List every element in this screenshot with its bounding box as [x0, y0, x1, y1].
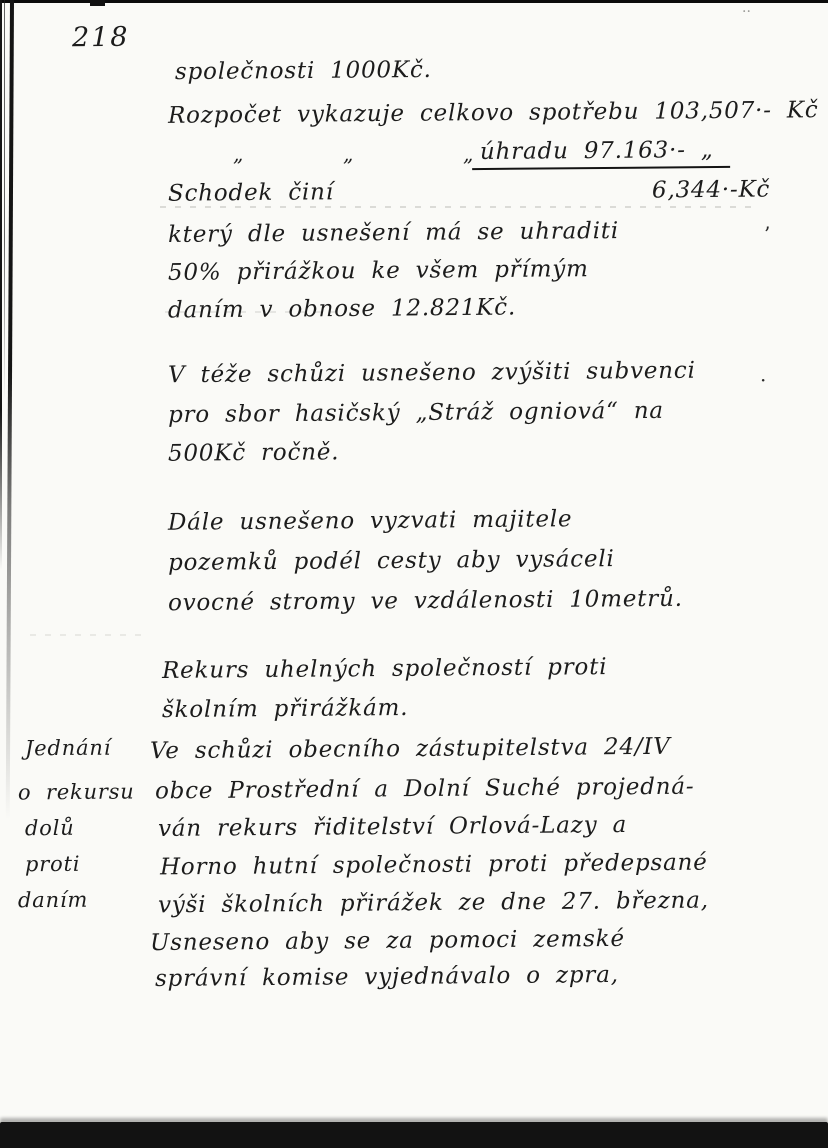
body-line: Ve schůzi obecního zástupitelstva 24/IV — [149, 733, 671, 765]
margin-note-line: Jednání — [24, 735, 112, 761]
body-line: výši školních přirážek ze dne 27. března, — [157, 887, 709, 919]
scan-edge-top-notch — [90, 0, 105, 6]
ditto-mark: „ — [342, 141, 355, 167]
body-line: daním v obnose 12.821Kč. — [167, 294, 517, 324]
body-line: pro sbor hasičský „Stráž ogniová“ na — [167, 397, 665, 429]
body-line: Usneseno aby se za pomoci zemské — [149, 925, 625, 957]
scan-noise-line — [30, 634, 150, 636]
deficit-amount: 6,344·-Kč — [651, 176, 771, 204]
body-line: Rekurs uhelných společností proti — [161, 654, 608, 684]
body-line: Horno hutní společnosti proti předepsané — [159, 849, 708, 881]
body-line: ovocné stromy ve vzdálenosti 10metrů. — [167, 585, 683, 617]
ink-speck: ·· — [742, 4, 751, 20]
scan-edge-left-hairline — [4, 0, 5, 400]
scan-edge-binding-line — [6, 0, 14, 820]
body-line: který dle usnešení má se uhraditi — [167, 218, 620, 248]
body-line: 500Kč ročně. — [167, 439, 340, 467]
scan-edge-bottom-bar — [0, 1122, 828, 1148]
scan-edge-top — [0, 0, 828, 3]
body-line: ván rekurs řiditelství Orlová-Lazy a — [157, 811, 628, 843]
body-line: školním přirážkám. — [161, 694, 409, 724]
ditto-mark: „ — [232, 141, 245, 167]
coverage-underlined-text: úhradu 97.163·- „ — [472, 137, 730, 170]
deficit-label: Schodek činí — [167, 179, 334, 207]
margin-note-line: dolů — [24, 815, 75, 841]
body-line: obce Prostřední a Dolní Suché projedná- — [154, 773, 695, 805]
margin-note-line: o rekursu — [17, 779, 135, 805]
body-line-carryover: společnosti 1000Kč. — [174, 56, 432, 86]
margin-note-line: daním — [17, 887, 89, 913]
body-line: V téže schůzi usnešeno zvýšiti subvenci — [167, 357, 696, 389]
body-line-expense: Rozpočet vykazuje celkovo spotřebu 103,507·- Kč — [167, 97, 819, 129]
ink-speck: · — [760, 368, 767, 392]
margin-note-line: proti — [24, 851, 81, 877]
body-line: Dále usnešeno vyzvati majitele — [167, 506, 573, 536]
body-line: správní komise vyjednávalo o zpra, — [154, 961, 619, 993]
ink-speck: ’ — [764, 222, 771, 246]
body-line: 50% přirážkou ke všem přímým — [167, 256, 589, 286]
body-line-coverage-wrap — [472, 137, 730, 167]
body-line: pozemků podél cesty aby vysáceli — [167, 546, 615, 576]
scan-edge-left-line — [0, 0, 2, 570]
ditto-mark: „ — [462, 141, 475, 167]
page-number: 218 — [71, 21, 130, 54]
